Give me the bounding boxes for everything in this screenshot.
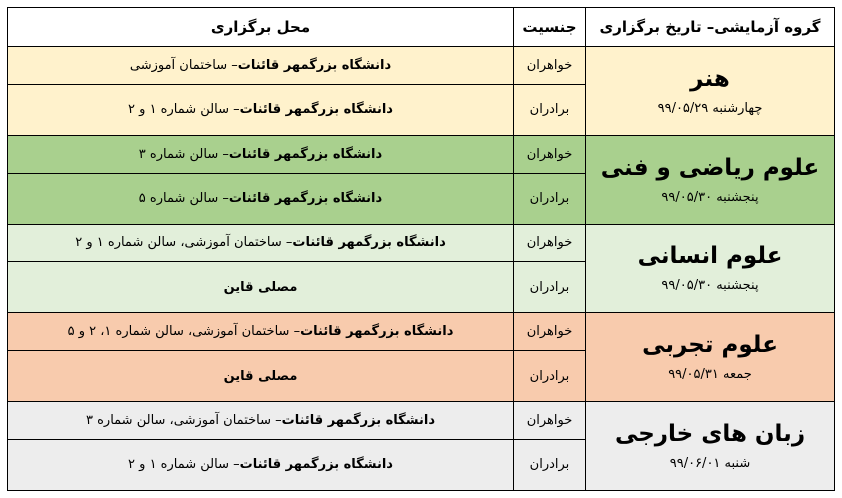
- group-date: جمعه ۹۹/۰۵/۳۱: [668, 367, 752, 383]
- venue-separator: –: [227, 57, 238, 73]
- gender-cell: خواهران: [514, 313, 586, 351]
- venue-separator: –: [228, 457, 240, 473]
- gender-cell: خواهران: [514, 135, 586, 173]
- group-date: شنبه ۹۹/۰۶/۰۱: [669, 456, 751, 472]
- header-gender: جنسیت: [514, 8, 586, 47]
- gender-cell: برادران: [514, 351, 586, 402]
- group-name: علوم انسانی: [637, 243, 783, 270]
- group-name: علوم ریاضی و فنی: [600, 154, 820, 181]
- venue-main: مصلی قاین: [223, 368, 298, 384]
- group-name: هنر: [690, 65, 730, 92]
- venue-cell: [8, 84, 514, 135]
- table-row: [8, 47, 835, 85]
- venue-cell: [8, 224, 514, 262]
- group-date: پنجشنبه ۹۹/۰۵/۳۰: [661, 189, 759, 205]
- venue-separator: –: [271, 413, 282, 428]
- gender-cell: برادران: [514, 439, 586, 490]
- venue-detail: ساختمان آموزشی، سالن شماره ۳: [86, 413, 272, 428]
- group-date: چهارشنبه ۹۹/۰۵/۲۹: [657, 100, 763, 116]
- table-row: [8, 224, 835, 262]
- header-group-date: گروه آزمایشی– تاریخ برگزاری: [586, 8, 835, 47]
- venue-main: دانشگاه بزرگمهر قائنات: [239, 102, 393, 118]
- venue-cell: [8, 262, 514, 313]
- venue-main: دانشگاه بزرگمهر قائنات: [237, 57, 392, 73]
- venue-detail: ساختمان آموزشی، سالن شماره ۱ و ۲: [75, 235, 282, 251]
- group-cell-art: [586, 47, 835, 136]
- group-cell-experimental: [586, 313, 835, 402]
- table-row: [8, 313, 835, 351]
- table-row: [8, 135, 835, 173]
- venue-main: مصلی قاین: [223, 279, 298, 295]
- venue-detail: ساختمان آموزشی، سالن شماره ۱، ۲ و ۵: [67, 324, 290, 340]
- gender-cell: برادران: [514, 84, 586, 135]
- group-date: پنجشنبه ۹۹/۰۵/۳۰: [661, 278, 759, 294]
- venue-separator: –: [218, 191, 229, 207]
- venue-main: دانشگاه بزرگمهر قائنات: [292, 235, 446, 251]
- venue-main: دانشگاه بزرگمهر قائنات: [228, 191, 383, 207]
- gender-cell: خواهران: [514, 224, 586, 262]
- venue-cell: [8, 173, 514, 224]
- header-row: [8, 8, 835, 47]
- venue-cell: [8, 313, 514, 351]
- group-cell-math: [586, 135, 835, 224]
- gender-cell: خواهران: [514, 47, 586, 85]
- group-cell-humanities: [586, 224, 835, 313]
- venue-main: دانشگاه بزرگمهر قائنات: [239, 457, 393, 473]
- venue-separator: –: [228, 102, 240, 118]
- group-cell-languages: [586, 402, 835, 491]
- venue-main: دانشگاه بزرگمهر قائنات: [228, 146, 383, 162]
- venue-detail: سالن شماره ۳: [138, 146, 219, 162]
- venue-cell: [8, 47, 514, 85]
- header-venue: محل برگزاری: [8, 8, 514, 47]
- venue-main: دانشگاه بزرگمهر قائنات: [281, 413, 435, 428]
- venue-cell: [8, 135, 514, 173]
- group-name: زبان های خارجی: [614, 421, 806, 448]
- venue-main: دانشگاه بزرگمهر قائنات: [300, 324, 454, 340]
- venue-cell: [8, 439, 514, 490]
- venue-detail: سالن شماره ۱ و ۲: [128, 102, 229, 118]
- venue-cell: [8, 402, 514, 440]
- table-row: [8, 402, 835, 440]
- group-name: علوم تجربی: [642, 332, 778, 359]
- venue-detail: ساختمان آموزشی: [129, 57, 228, 73]
- venue-separator: –: [218, 146, 229, 162]
- venue-cell: [8, 351, 514, 402]
- exam-schedule-table: [7, 7, 835, 491]
- gender-cell: خواهران: [514, 402, 586, 440]
- venue-detail: سالن شماره ۵: [138, 191, 219, 207]
- gender-cell: برادران: [514, 262, 586, 313]
- gender-cell: برادران: [514, 173, 586, 224]
- venue-separator: –: [281, 235, 293, 251]
- venue-detail: سالن شماره ۱ و ۲: [128, 457, 229, 473]
- venue-separator: –: [289, 324, 301, 340]
